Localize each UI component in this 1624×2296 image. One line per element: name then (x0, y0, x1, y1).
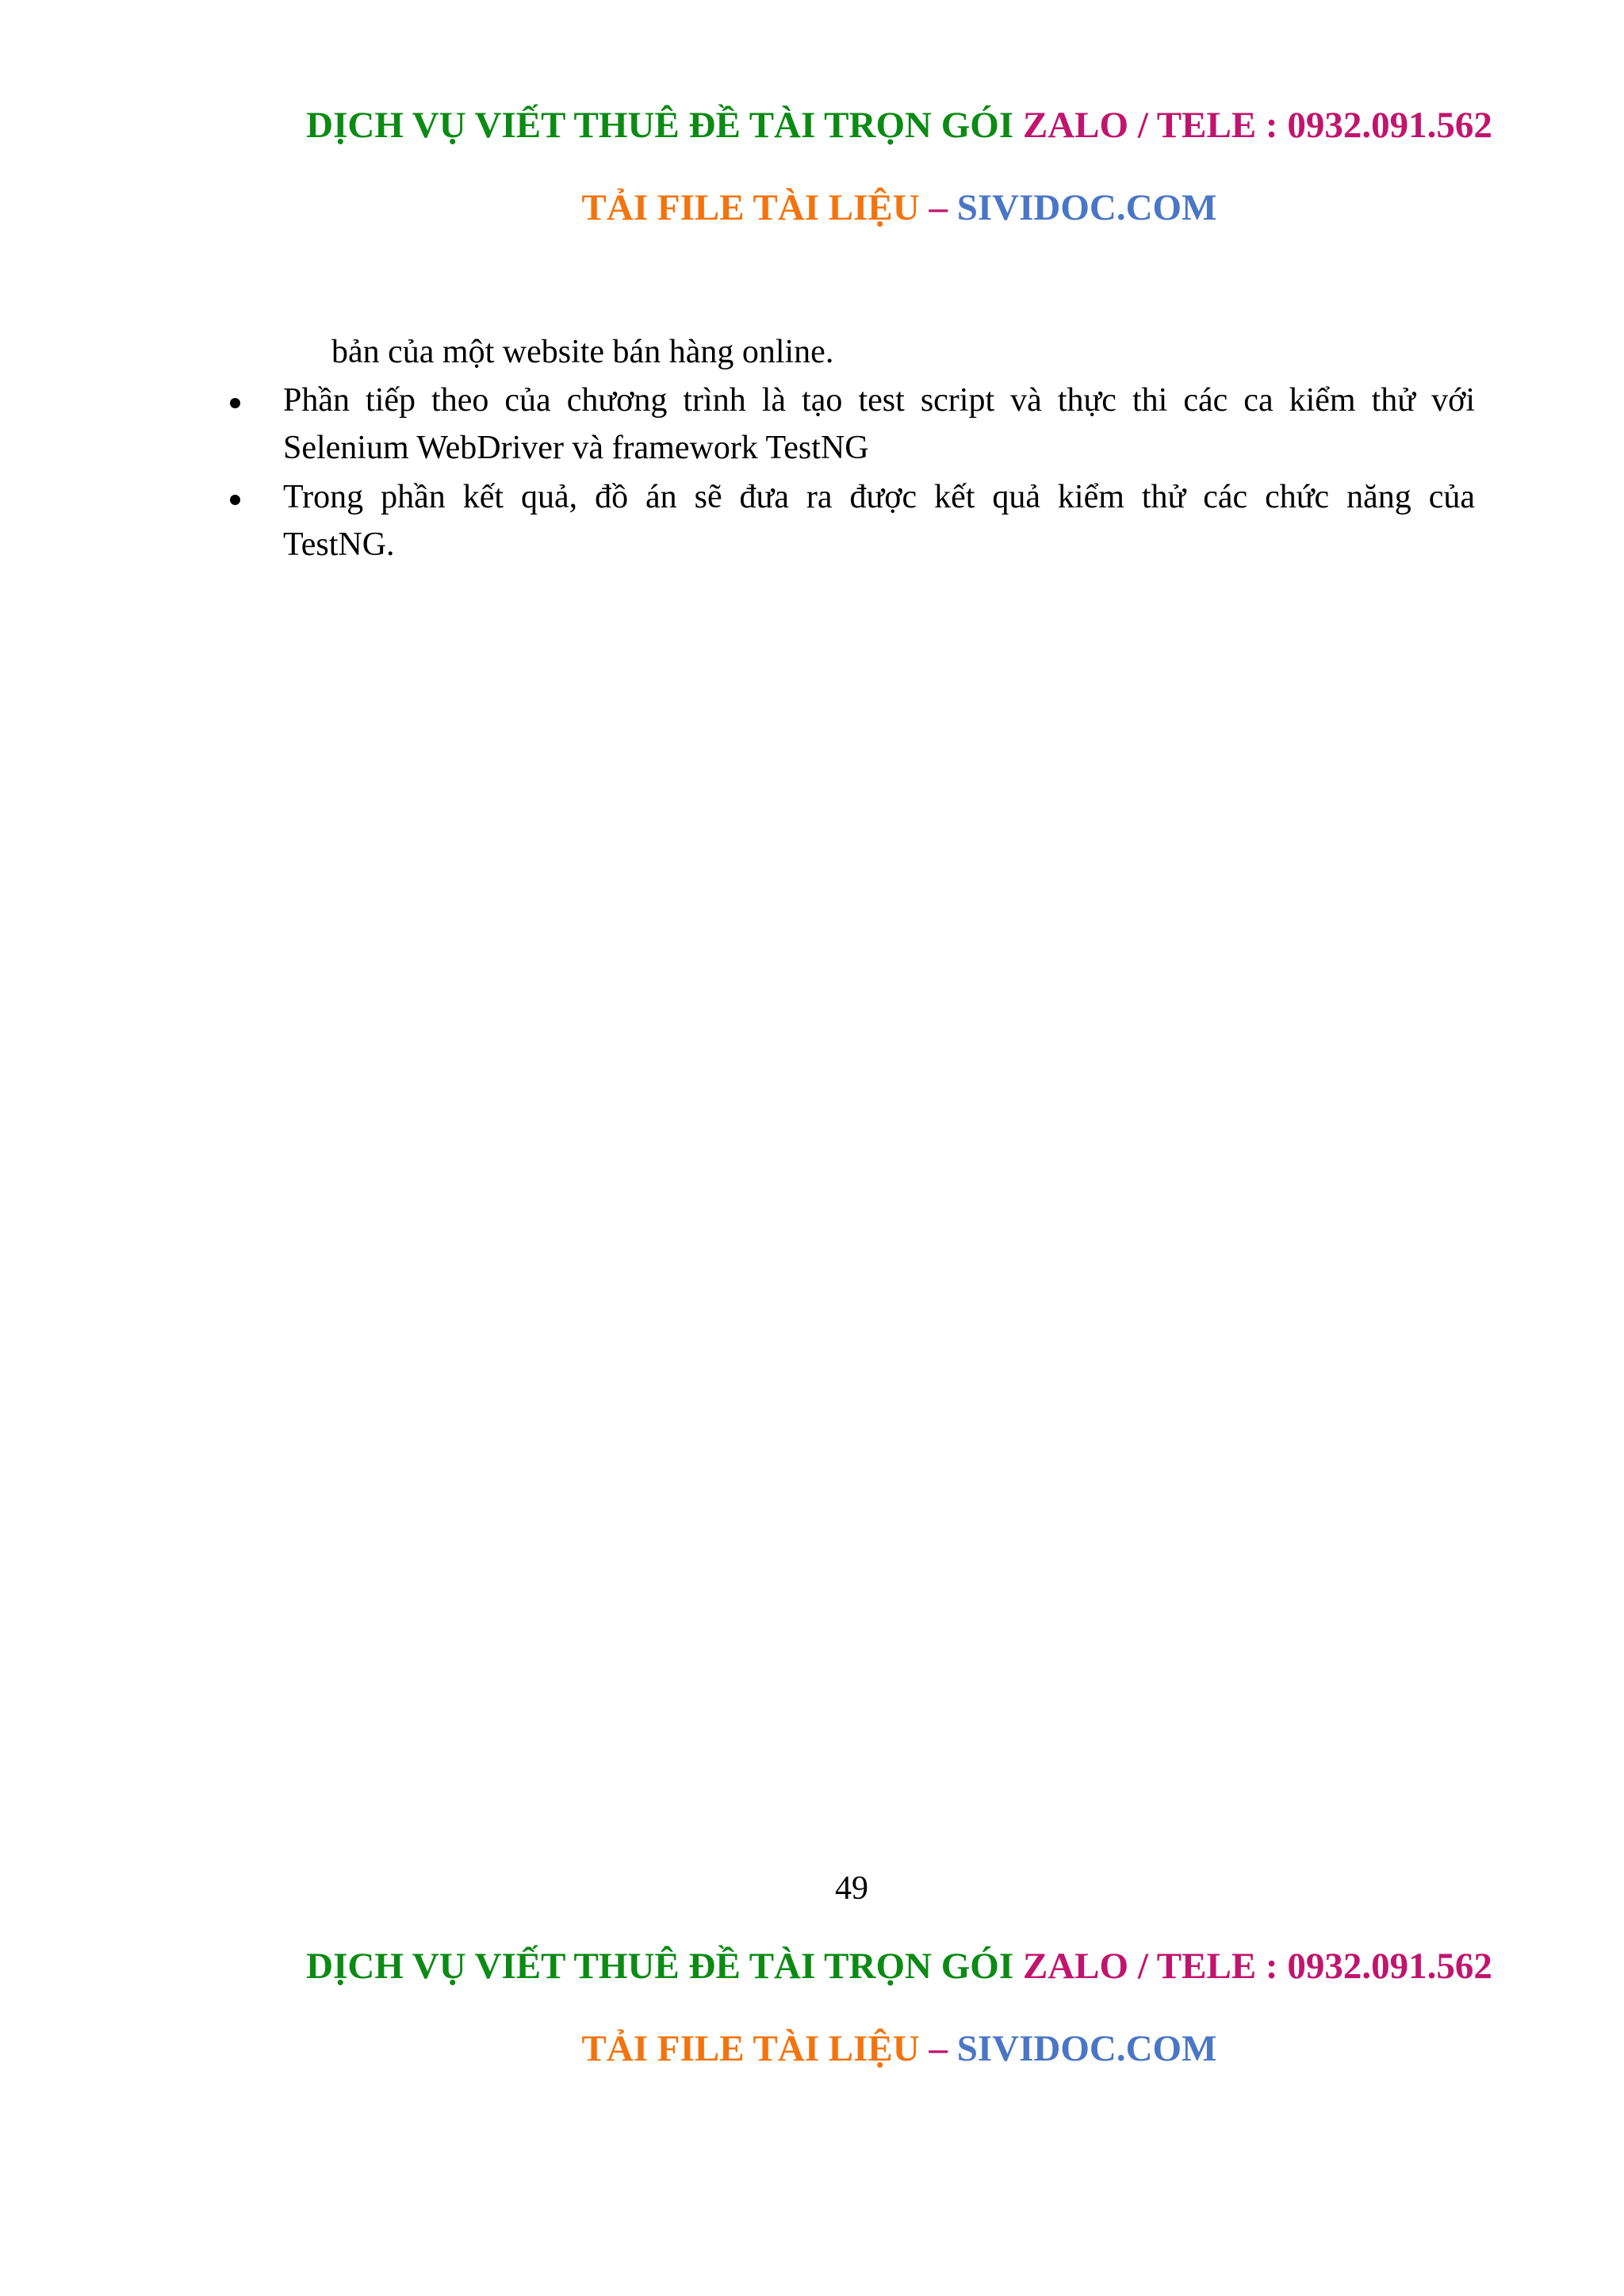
footer-contact-text: ZALO / TELE : 0932.091.562 (1022, 1946, 1492, 1987)
footer-download-text: TẢI FILE TÀI LIỆU (581, 2028, 920, 2069)
footer-banner-download (87, 2025, 1624, 2072)
list-item-2-line-1: Trong phần kết quả, đồ án sẽ đưa ra được kết quả kiểm thử các chức năng của (283, 479, 1475, 515)
list-item-1-line-1: Phần tiếp theo của chương trình là tạo test script và thực thi các ca kiểm thử với (283, 382, 1475, 419)
list-item-2-line-2: TestNG. (283, 526, 395, 563)
bullet-icon (230, 377, 254, 424)
header-banner-download (87, 184, 1624, 232)
header-contact-text: ZALO / TELE : 0932.091.562 (1022, 105, 1492, 146)
footer-site-link[interactable]: SIVIDOC.COM (956, 2028, 1217, 2069)
header-site-link[interactable]: SIVIDOC.COM (956, 187, 1217, 228)
header-banner-service (87, 101, 1624, 149)
continuation-text: bản của một website bán hàng online. (331, 334, 834, 370)
header-dash: – (929, 187, 948, 228)
header-service-text: DỊCH VỤ VIẾT THUÊ ĐỀ TÀI TRỌN GÓI (306, 105, 1014, 146)
footer-banner-service (87, 1942, 1624, 1990)
bullet-icon (230, 473, 254, 521)
header-download-text: TẢI FILE TÀI LIỆU (581, 187, 920, 228)
footer-service-text: DỊCH VỤ VIẾT THUÊ ĐỀ TÀI TRỌN GÓI (306, 1946, 1014, 1987)
list-item-1-line-2: Selenium WebDriver và framework TestNG (283, 430, 869, 466)
footer-dash: – (929, 2028, 948, 2069)
page-number: 49 (835, 1870, 868, 1907)
